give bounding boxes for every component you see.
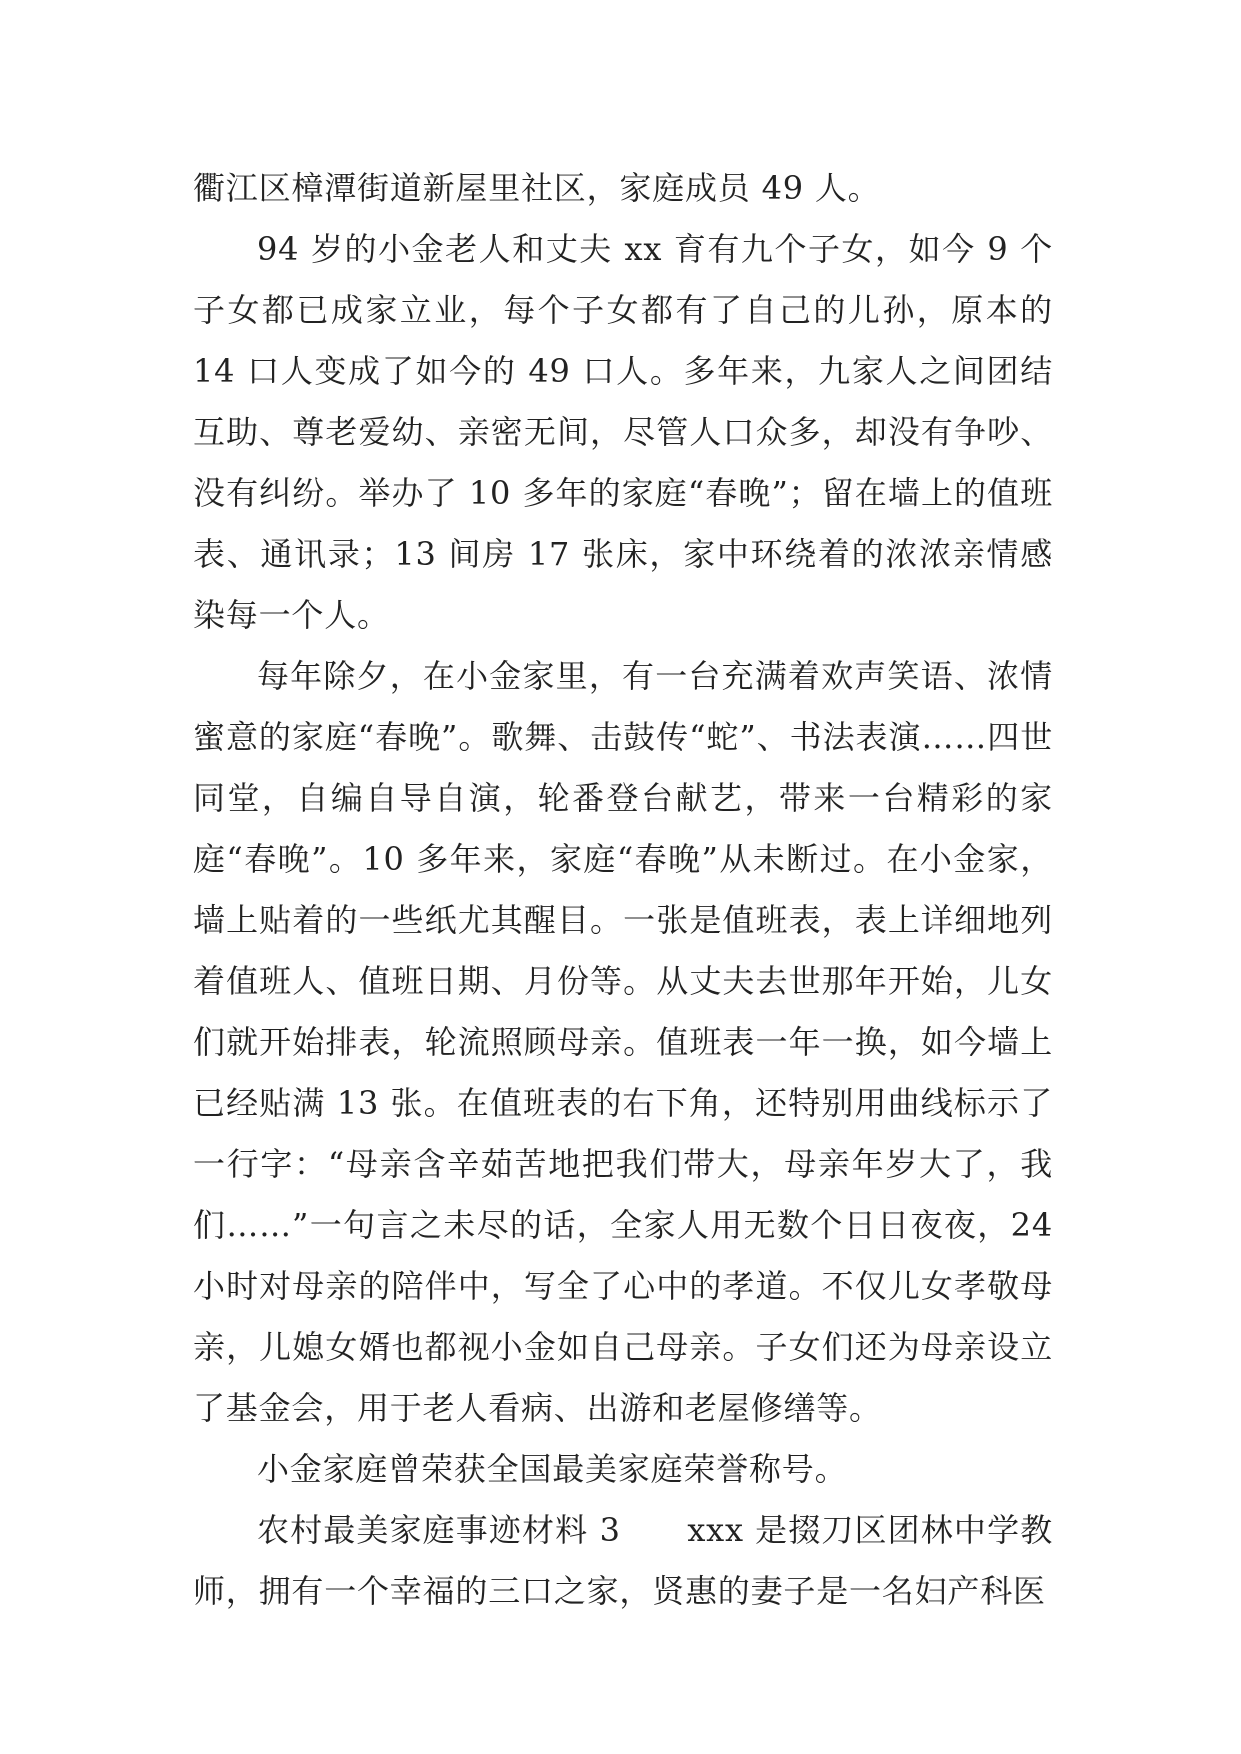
paragraph-3: 每年除夕，在小金家里，有一台充满着欢声笑语、浓情蜜意的家庭“春晚”。歌舞、击鼓传“蛇”、书法表演……四世同堂，自编自导自演，轮番登台献艺，带来一台精彩的家庭“春晚”。10 多年来，家庭“春晚”从未断过。在小金家，墙上贴着的一些纸尤其醒目。一张是值班表，表上详细地列着值班人、值班日期、月份等。从丈夫去世那年开始，儿女们就开始排表，轮流照顾母亲。值班表一年一换，如今墙上已经贴满 13 张。在值班表的右下角，还特别用曲线标示了一行字：“母亲含辛茹苦地把我们带大，母亲年岁大了，我们……”一句言之未尽的话，全家人用无数个日日夜夜，24 小时对母亲的陪伴中，写全了心中的孝道。不仅儿女孝敬母亲，儿媳女婿也都视小金如自己母亲。子女们还为母亲设立了基金会，用于老人看病、出游和老屋修缮等。 [193, 657, 1053, 1427]
paragraph-4: 小金家庭曾荣获全国最美家庭荣誉称号。 [257, 1450, 848, 1488]
document-body [193, 158, 1053, 1622]
paragraph-5: 农村最美家庭事迹材料 3 xxx 是掇刀区团林中学教师，拥有一个幸福的三口之家，贤惠的妻子是一名妇产科医 [193, 1511, 1053, 1610]
paragraph-1: 衢江区樟潭街道新屋里社区，家庭成员 49 人。 [193, 169, 881, 207]
paragraph-2: 94 岁的小金老人和丈夫 xx 育有九个子女，如今 9 个子女都已成家立业，每个子女都有了自己的儿孙，原本的 14 口人变成了如今的 49 口人。多年来，九家人之间团结互助、尊老爱幼、亲密无间，尽管人口众多，却没有争吵、没有纠纷。举办了 10 多年的家庭“春晚”；留在墙上的值班表、通讯录；13 间房 17 张床，家中环绕着的浓浓亲情感染每一个人。 [193, 230, 1053, 634]
